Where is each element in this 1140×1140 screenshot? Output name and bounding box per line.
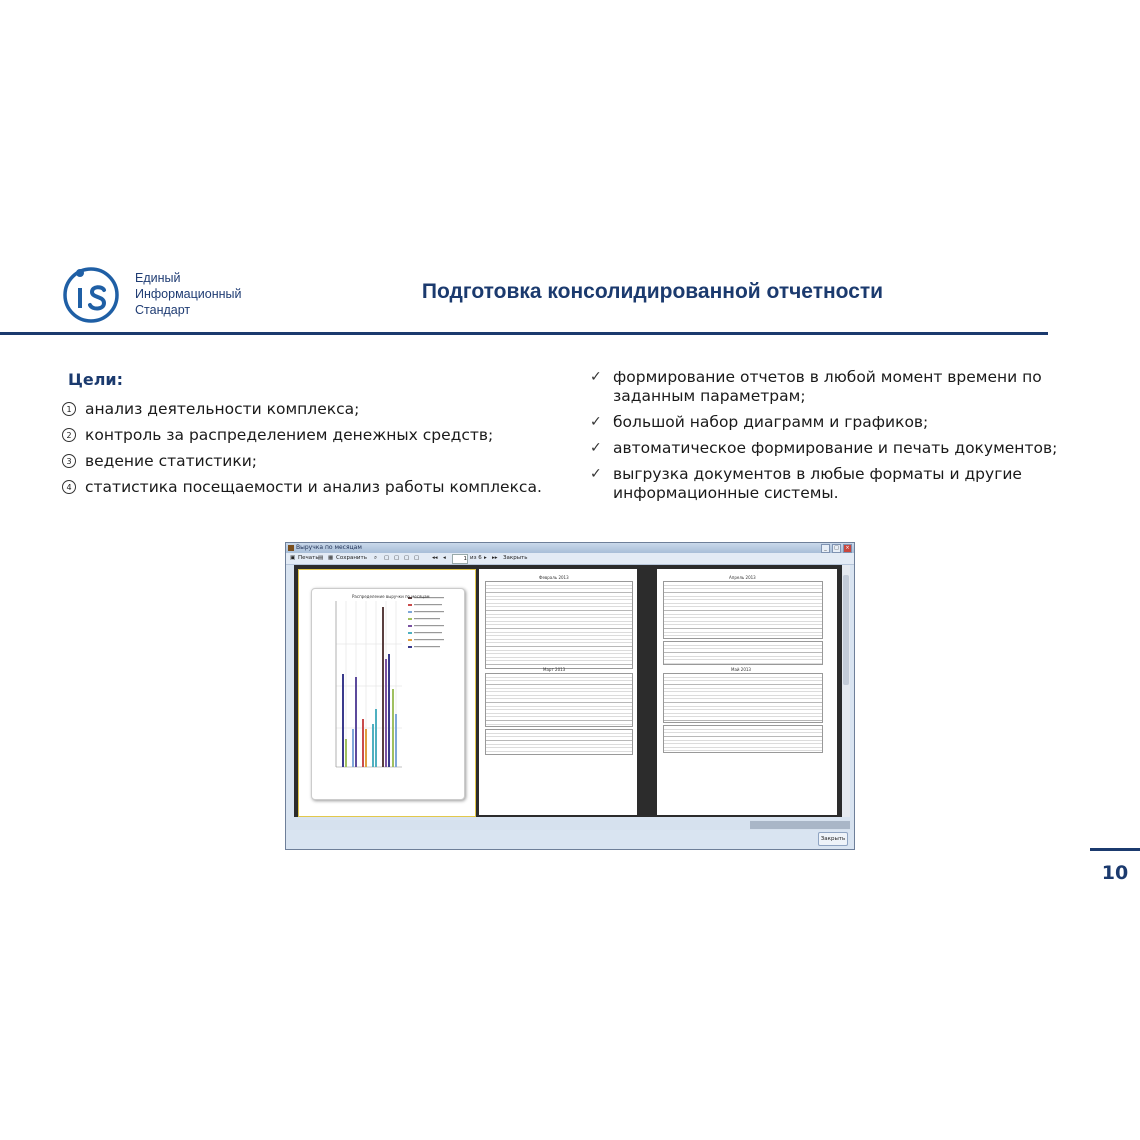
maximize-icon[interactable]: □ [832, 544, 841, 553]
logo-text [135, 270, 242, 318]
scrollbar-thumb[interactable] [843, 575, 849, 685]
data-table [663, 673, 823, 723]
chart-frame [311, 588, 465, 800]
save-button[interactable]: Сохранить [336, 555, 367, 561]
checkmark-icon: ✓ [590, 440, 602, 456]
prev-page-icon[interactable]: ◂ [443, 555, 446, 561]
page-setup-icon[interactable]: ▢ [404, 555, 410, 561]
zoom-in-icon[interactable]: ▢ [384, 555, 390, 561]
checkmark-icon: ✓ [590, 466, 602, 482]
chart-bar [355, 677, 357, 767]
goals-list [62, 396, 542, 500]
chart-bar [342, 674, 344, 767]
page-title: Подготовка консолидированной отчетности [421, 280, 884, 303]
circled-number-icon: 2 [62, 428, 76, 442]
next-page-icon[interactable]: ▸ [484, 555, 487, 561]
report-viewer-screenshot [285, 542, 855, 850]
circled-number-icon: 3 [62, 454, 76, 468]
chart-bar [362, 719, 364, 767]
goals-heading: Цели: [68, 370, 124, 389]
chart-bar [352, 729, 354, 767]
sheet-title: Февраль 2013 [539, 575, 569, 580]
window-titlebar [286, 543, 854, 553]
toolbar-close-button[interactable]: Закрыть [503, 555, 528, 561]
first-page-icon[interactable]: ◂◂ [432, 555, 438, 561]
report-preview-area [294, 565, 842, 817]
report-page-tables-2 [657, 569, 837, 815]
goal-text: статистика посещаемости и анализ работы комплекса. [85, 478, 542, 496]
sheet-title: Март 2013 [543, 667, 566, 672]
window-title: Выручка по месяцам [296, 544, 362, 551]
report-page-chart [298, 569, 476, 817]
chart-bar [385, 659, 387, 767]
circled-number-icon: 1 [62, 402, 76, 416]
chart-bar [388, 654, 390, 767]
feature-item [590, 413, 1075, 432]
zoom-controls[interactable] [750, 821, 850, 829]
data-table [485, 729, 633, 755]
logo-icon [62, 266, 120, 324]
feature-text: выгрузка документов в любые форматы и другие информационные системы. [613, 465, 1022, 502]
feature-text: формирование отчетов в любой момент времени по заданным параметрам; [613, 368, 1042, 405]
chart-bar [382, 607, 384, 767]
last-page-icon[interactable]: ▸▸ [492, 555, 498, 561]
save-icon[interactable]: ▦ [328, 555, 334, 561]
feature-text: автоматическое формирование и печать документов; [613, 439, 1058, 457]
feature-text: большой набор диаграмм и графиков; [613, 413, 929, 431]
chart-bar [345, 739, 347, 767]
print-button[interactable]: Печать [298, 555, 319, 561]
close-icon[interactable]: × [843, 544, 852, 553]
search-icon[interactable]: ⌕ [374, 555, 378, 561]
zoom-out-icon[interactable]: ▢ [394, 555, 400, 561]
feature-item [590, 439, 1075, 458]
printer-icon[interactable]: ▣ [290, 555, 296, 561]
app-icon [288, 545, 294, 551]
vertical-scrollbar[interactable] [842, 565, 850, 817]
goal-text: ведение статистики; [85, 452, 258, 470]
report-page-tables-1 [479, 569, 637, 815]
close-button[interactable]: Закрыть [818, 832, 848, 846]
features-list [590, 368, 1075, 510]
page-count-label: из 6 [470, 555, 482, 561]
chart-bar [365, 729, 367, 767]
checkmark-icon: ✓ [590, 414, 602, 430]
viewer-statusbar [286, 820, 854, 830]
folder-icon[interactable]: ▤ [318, 555, 324, 561]
logo-line-1: Единый [135, 271, 181, 285]
logo-line-3: Стандарт [135, 303, 191, 317]
data-table [663, 581, 823, 639]
chart-bar [375, 709, 377, 767]
sheet-title: Апрель 2013 [729, 575, 756, 580]
goal-text: контроль за распределением денежных средств; [85, 426, 494, 444]
revenue-chart [312, 589, 462, 794]
data-table [485, 581, 633, 669]
checkmark-icon: ✓ [590, 369, 602, 385]
goal-item [62, 422, 542, 448]
window-controls [821, 544, 852, 553]
chart-title: Распределение выручки по месяцам [352, 594, 430, 599]
chart-bar [392, 689, 394, 767]
header-divider [0, 332, 1048, 335]
chart-legend [408, 597, 444, 648]
goal-text: анализ деятельности комплекса; [85, 400, 360, 418]
goal-item [62, 474, 542, 500]
sheet-title: Май 2013 [731, 667, 751, 672]
feature-item [590, 368, 1075, 406]
data-table [663, 641, 823, 665]
chart-bar [395, 714, 397, 767]
page-layout-icon[interactable]: ▢ [414, 555, 420, 561]
page-number-input[interactable]: 1 [452, 554, 468, 564]
goal-item [62, 396, 542, 422]
minimize-icon[interactable]: _ [821, 544, 830, 553]
logo-line-2: Информационный [135, 287, 242, 301]
circled-number-icon: 4 [62, 480, 76, 494]
slide-number: 10 [1090, 848, 1140, 881]
chart-bar [372, 724, 374, 767]
feature-item [590, 465, 1075, 503]
data-table [485, 673, 633, 727]
viewer-toolbar [286, 553, 854, 565]
goal-item [62, 448, 542, 474]
data-table [663, 725, 823, 753]
